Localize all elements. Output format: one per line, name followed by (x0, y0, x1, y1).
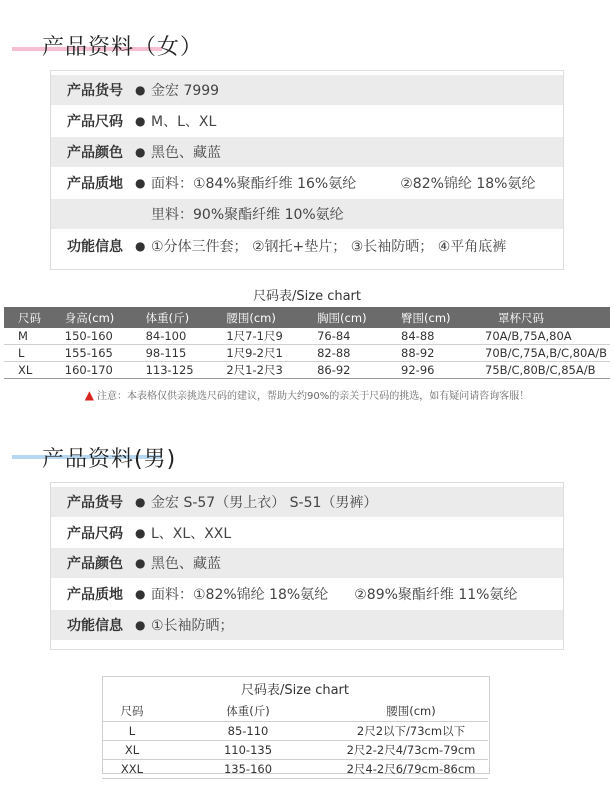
table-cell: 2尺2-2尺4/73cm-79cm (334, 741, 488, 760)
table-row (4, 328, 610, 345)
table-cell: 1尺7-1尺9 (223, 328, 314, 345)
table-row (4, 345, 610, 362)
table-cell: 113-125 (143, 362, 224, 379)
row-label: 功能信息 (67, 239, 123, 255)
bullet-icon: ● (135, 176, 146, 190)
row-value-fabric-alt: ②89%聚酯纤维 11%氨纶 (354, 587, 518, 603)
row-value-fabric: 面料：①84%聚酯纤维 16%氨纶 (151, 176, 357, 192)
men-size-table (102, 700, 488, 779)
table-cell: 84-100 (143, 328, 224, 345)
col-header: 尺码 (4, 307, 62, 328)
row-label: 产品货号 (67, 495, 123, 511)
men-section-header (0, 438, 614, 478)
row-label: 产品质地 (67, 587, 123, 603)
men-row-colors (51, 548, 563, 578)
table-cell: 150-160 (62, 328, 143, 345)
col-header: 身高(cm) (62, 307, 143, 328)
table-cell: 70A/B,75A,80A (482, 328, 610, 345)
women-row-material (51, 168, 563, 198)
size-note (4, 387, 610, 402)
row-value-fabric-alt: ②82%锦纶 18%氨纶 (400, 176, 536, 192)
men-section-title: 产品资料(男) (42, 447, 177, 472)
table-cell: 86-92 (314, 362, 398, 379)
row-label: 产品货号 (67, 83, 123, 99)
women-info-box (50, 70, 564, 270)
women-section-header (0, 28, 614, 68)
row-value: 黑色、藏蓝 (151, 145, 221, 161)
row-value: L、XL、XXL (151, 526, 232, 542)
women-row-features (51, 231, 563, 261)
row-value-fabric: 面料：①82%锦纶 18%氨纶 (151, 587, 329, 603)
row-value: M、L、XL (151, 114, 217, 130)
bullet-icon: ● (135, 83, 146, 97)
row-value: ①长袖防晒； (151, 618, 234, 634)
women-section-title: 产品资料（女） (42, 35, 204, 60)
bullet-icon: ● (135, 587, 146, 601)
table-cell: L (4, 345, 62, 362)
men-row-material (51, 579, 563, 609)
row-label: 产品颜色 (67, 556, 123, 572)
women-row-item-number (51, 75, 563, 105)
table-row (102, 722, 488, 741)
bullet-icon: ● (135, 526, 146, 540)
row-label: 功能信息 (67, 618, 123, 634)
men-info-box (50, 482, 564, 650)
women-row-colors (51, 137, 563, 167)
men-row-sizes (51, 518, 563, 548)
row-value: 金宏 7999 (151, 83, 220, 99)
table-cell: 135-160 (162, 760, 334, 779)
table-cell: 88-92 (398, 345, 482, 362)
col-header: 腰围(cm) (334, 700, 488, 722)
row-value: 金宏 S-57（男上衣） S-51（男裤） (151, 495, 378, 511)
col-header: 体重(斤) (143, 307, 224, 328)
bullet-icon: ● (135, 239, 146, 253)
table-header-row (4, 307, 610, 328)
table-row (102, 760, 488, 779)
table-cell: XXL (102, 760, 162, 779)
table-cell: 85-110 (162, 722, 334, 741)
table-cell: L (102, 722, 162, 741)
table-row (4, 362, 610, 379)
table-cell: 160-170 (62, 362, 143, 379)
bullet-icon: ● (135, 618, 146, 632)
women-size-chart-title: 尺码表/Size chart (253, 289, 361, 304)
table-cell: 70B/C,75A,B/C,80A/B (482, 345, 610, 362)
row-value: 黑色、藏蓝 (151, 556, 221, 572)
table-cell: 155-165 (62, 345, 143, 362)
table-cell: XL (102, 741, 162, 760)
bullet-icon: ● (135, 114, 146, 128)
table-cell: 84-88 (398, 328, 482, 345)
col-header: 臀围(cm) (398, 307, 482, 328)
bullet-icon: ● (135, 556, 146, 570)
row-label: 产品质地 (67, 176, 123, 192)
col-header: 尺码 (102, 700, 162, 722)
table-cell: 1尺9-2尺1 (223, 345, 314, 362)
col-header: 胸围(cm) (314, 307, 398, 328)
table-cell: 110-135 (162, 741, 334, 760)
table-header-row (102, 700, 488, 722)
men-row-features (51, 610, 563, 640)
table-cell: M (4, 328, 62, 345)
women-size-table (4, 307, 610, 379)
women-row-lining (51, 199, 563, 229)
men-size-chart-title: 尺码表/Size chart (241, 683, 349, 698)
women-row-sizes (51, 106, 563, 136)
table-cell: 2尺2以下/73cm以下 (334, 722, 488, 741)
size-note-text: 注意：本表格仅供亲挑选尺码的建议，帮助大约90%的亲关于尺码的挑选，如有疑问请咨询客服！ (97, 391, 530, 402)
table-row (102, 741, 488, 760)
table-cell: 2尺4-2尺6/79cm-86cm (334, 760, 488, 779)
col-header: 罩杯尺码 (482, 307, 610, 328)
row-label: 产品尺码 (67, 526, 123, 542)
row-value: 里料：90%聚酯纤维 10%氨纶 (151, 207, 344, 223)
table-cell: 75B/C,80B/C,85A/B (482, 362, 610, 379)
warning-icon: ▲ (84, 388, 94, 402)
bullet-icon: ● (135, 145, 146, 159)
table-cell: 2尺1-2尺3 (223, 362, 314, 379)
col-header: 腰围(cm) (223, 307, 314, 328)
men-row-item-number (51, 487, 563, 517)
table-cell: 98-115 (143, 345, 224, 362)
table-cell: 92-96 (398, 362, 482, 379)
row-value: ①分体三件套； ②钢托+垫片； ③长袖防晒； ④平角底裤 (151, 239, 507, 255)
table-cell: XL (4, 362, 62, 379)
table-cell: 76-84 (314, 328, 398, 345)
bullet-icon: ● (135, 495, 146, 509)
table-cell: 82-88 (314, 345, 398, 362)
row-label: 产品尺码 (67, 114, 123, 130)
col-header: 体重(斤) (162, 700, 334, 722)
row-label: 产品颜色 (67, 145, 123, 161)
